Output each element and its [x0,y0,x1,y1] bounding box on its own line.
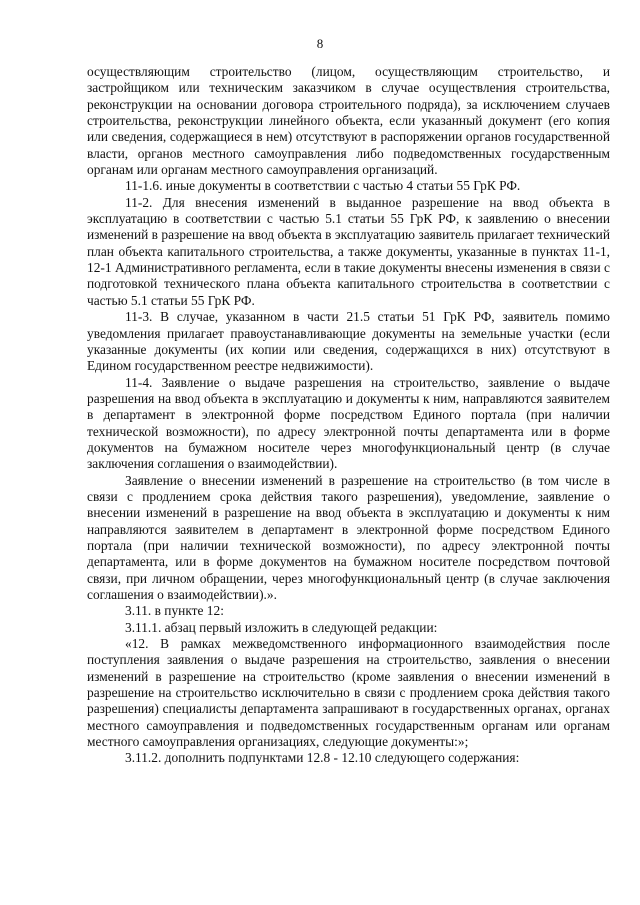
document-body [87,64,610,767]
paragraph-changes-application: Заявление о внесении изменений в разрешение на строительство (в том числе в связи с продлением срока действия такого разрешения), уведомление, заявление о внесении изменений в разрешение на ввод объекта в эксплуатацию и документы к ним направляются заявителем в департамент в электронной форме посредством Единого портала (при наличии технической возможности), по адресу электронной почты департамента, или в форме документов на бумажном носителе посредством почтовой связи, при личном обращении, через многофункциональный центр (в случае заключения соглашения о взаимодействии).». [87,472,610,602]
page-number: 8 [316,36,324,51]
paragraph-11-2: 11-2. Для внесения изменений в выданное разрешение на ввод объекта в эксплуатацию в соответствии с частью 5.1 статьи 55 ГрК РФ, к заявлению о внесении изменений в разрешение на ввод объекта в эксплуатацию заявитель прилагает технический план объекта капитального строительства, а также документы, указанные в пунктах 11-1, 12-1 Административного регламента, если в такие документы внесены изменения в связи с подготовкой технического плана объекта капитального строительства в соответствии с частью 5.1 статьи 55 ГрК РФ. [87,194,610,308]
paragraph-11-3: 11-3. В случае, указанном в части 21.5 статьи 51 ГрК РФ, заявитель помимо уведомления прилагает правоустанавливающие документы на земельные участки (если указанные документы (их копии или сведения, содержащихся в них) отсутствуют в Едином государственном реестре недвижимости). [87,309,610,374]
paragraph-11-1-6: 11-1.6. иные документы в соответствии с частью 4 статьи 55 ГрК РФ. [125,178,521,194]
paragraph-continuation: осуществляющим строительство (лицом, осуществляющим строительство, и застройщиком или техническим заказчиком в случае осуществления строительства, реконструкции на основании договора строительного подряда), за исключением случаев строительства, реконструкции линейного объекта, если указанный документ (его копия или сведения, содержащиеся в нем) отсутствуют в распоряжении органов государственной власти, органов местного самоуправления либо подведомственных государственным органам или органам местного самоуправления организаций. [87,64,610,178]
paragraph-11-4: 11-4. Заявление о выдаче разрешения на строительство, заявление о выдаче разрешения на ввод объекта в эксплуатацию и документы к ним, направляются заявителем в департамент в электронной форме посредством Единого портала (при наличии технической возможности), по адресу электронной почты департамента или в форме документов на бумажном носителе через многофункциональный центр (в случае заключения соглашения о взаимодействии). [87,374,610,472]
paragraph-12: «12. В рамках межведомственного информационного взаимодействия после поступления заявления о выдаче разрешения на строительство, заявления о внесении изменений в разрешение на строительство (кроме заявления о внесении изменений в разрешение на строительство исключительно в связи с продлением срока действия такого разрешения) специалисты департамента запрашивают в государственных органах, органах местного самоуправления и подведомственных государственным органам или органам местного самоуправления организациях, следующие документы:»; [87,636,610,750]
paragraph-3-11: 3.11. в пункте 12: [125,603,224,619]
paragraph-3-11-1: 3.11.1. абзац первый изложить в следующей редакции: [125,619,438,635]
paragraph-3-11-2: 3.11.2. дополнить подпунктами 12.8 - 12.10 следующего содержания: [125,750,520,766]
